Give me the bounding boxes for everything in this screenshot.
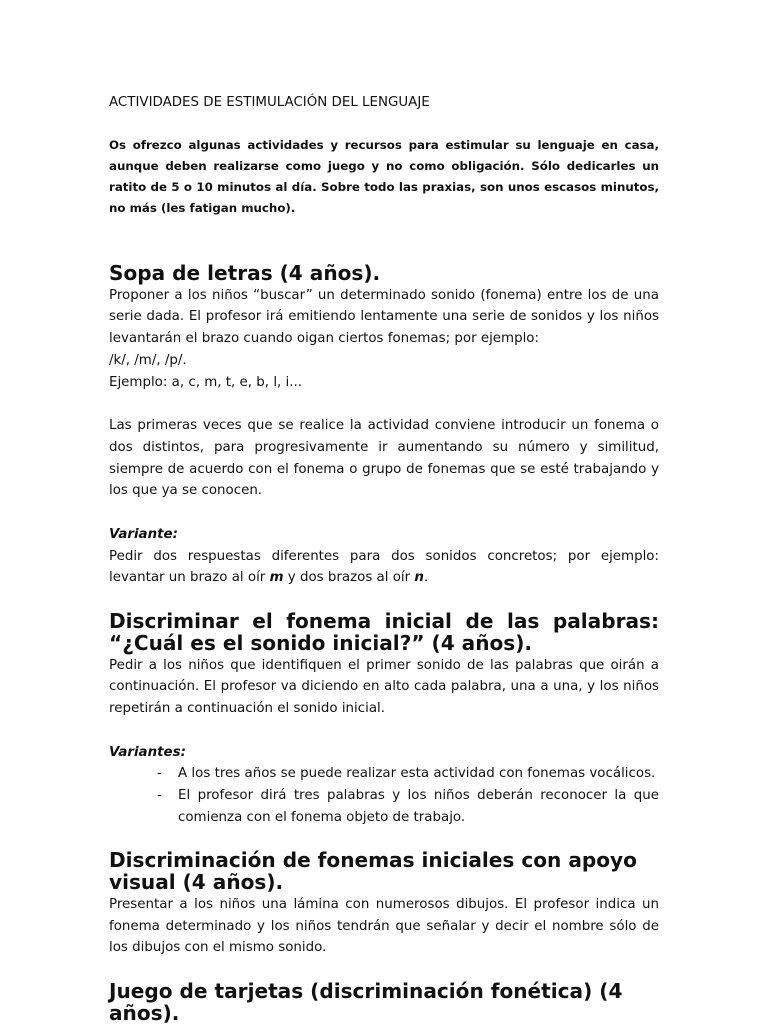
section-juego-de-tarjetas — [109, 978, 659, 1025]
list-item — [109, 763, 659, 785]
list-item-text: A los tres años se puede realizar esta actividad con fonemas vocálicos. — [178, 766, 656, 782]
spacer — [109, 720, 659, 742]
section-title: Discriminación de fonemas iniciales con apoyo visual (4 años). — [109, 848, 637, 895]
section-title: Juego de tarjetas (discriminación fonética) (4 años). — [109, 978, 623, 1025]
spacer — [109, 219, 659, 263]
spacer — [109, 393, 659, 415]
bullet-dash: - — [157, 766, 162, 782]
section-paragraph: Proponer a los niños “buscar” un determinado sonido (fonema) entre los de una serie dada. El profesor irá emitiendo lentamente una serie de sonidos y los niños levantarán el brazo cuando oigan ciertos fonemas; por ejemplo: — [109, 287, 659, 347]
spacer — [109, 828, 659, 850]
variants-label: Variantes: — [109, 744, 186, 760]
variant-label: Variante: — [109, 527, 178, 543]
variant-text: . — [423, 570, 429, 586]
section-paragraph: Las primeras veces que se realice la actividad conviene introducir un fonema o dos distintos, para progresivamente ir aumentando su número y similitud, siempre de acuerdo con el fonema o grupo de fonemas que se esté trabajando y los que ya se conocen. — [109, 418, 659, 499]
section-sopa-de-letras — [109, 263, 659, 589]
intro-paragraph: Os ofrezco algunas actividades y recursos para estimular su lenguaje en casa, aunque deben realizarse como juego y no como obligación. Sólo dedicarles un ratito de 5 o 10 minutos al día. Sobre todo las praxias, son unos escasos minutos, no más (les fatigan mucho). — [109, 138, 659, 215]
section-paragraph: Pedir a los niños que identifiquen el primer sonido de las palabras que oirán a continuación. El profesor va diciendo en alto cada palabra, una a una, y los niños repetirán a continuación el sonido inicial. — [109, 657, 659, 716]
example-line: Ejemplo: a, c, m, t, e, b, l, i... — [109, 374, 303, 390]
list-item-text: El profesor dirá tres palabras y los niños deberán reconocer la que comienza con el fonema objeto de trabajo. — [178, 788, 659, 825]
bullet-dash: - — [157, 788, 162, 804]
variant-letter-m: m — [269, 570, 284, 586]
variant-letter-n: n — [414, 570, 424, 586]
variant-text: y dos brazos al oír — [283, 570, 415, 586]
variants-list — [109, 763, 659, 828]
variant-text: Pedir dos respuestas diferentes para dos sonidos concretos; por ejemplo: levantar un brazo al oír — [109, 548, 659, 586]
variant-paragraph — [109, 546, 659, 589]
section-title: Sopa de letras (4 años). — [109, 261, 381, 285]
document-title: ACTIVIDADES DE ESTIMULACIÓN DEL LENGUAJE — [109, 95, 430, 110]
spacer — [109, 502, 659, 524]
section-paragraph: Presentar a los niños una lámina con numerosos dibujos. El profesor indica un fonema determinado y los niños tendrán que señalar y decir el nombre sólo de los dibujos con el mismo sonido. — [109, 896, 659, 956]
document-body — [109, 92, 659, 1024]
list-item — [109, 785, 659, 828]
section-title: Discriminar el fonema inicial de las palabras: “¿Cuál es el sonido inicial?” (4 años). — [109, 609, 659, 655]
spacer — [109, 959, 659, 981]
spacer — [109, 589, 659, 611]
phoneme-list: /k/, /m/, /p/. — [109, 352, 187, 368]
section-fonema-inicial — [109, 611, 659, 828]
section-apoyo-visual — [109, 850, 659, 959]
